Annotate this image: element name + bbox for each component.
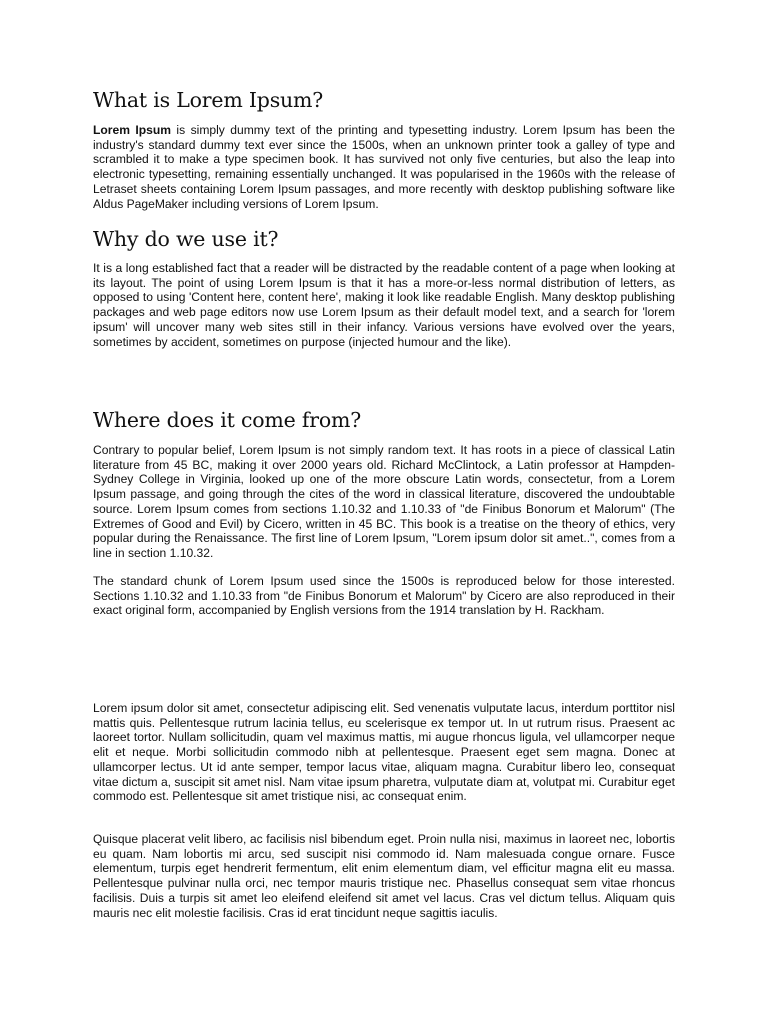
paragraph-lorem-ipsum-sample-1: Lorem ipsum dolor sit amet, consectetur adipiscing elit. Sed venenatis vulputate lacus, interdum porttitor nisl mattis quis. Pellentesque rutrum lacinia tellus, eu scelerisque ex tempor ut. In ut rutrum risus. Praesent ac laoreet tortor. Nullam sollicitudin, quam vel maximus mattis, mi augue rhoncus ligula, vel ullamcorper neque elit et neque. Morbi sollicitudin commodo nibh at pellentesque. Praesent eget sem magna. Donec at ullamcorper lectus. Ut id ante semper, tempor lacus vitae, aliquam magna. Curabitur libero leo, consequat vitae dictum a, suscipit sit amet nisl. Nam vitae ipsum pharetra, vulputate diam at, volutpat mi. Curabitur eget commodo est. Pellentesque sit amet tristique nisi, ac consequat enim. — [93, 701, 675, 804]
paragraph-what-is-lorem-ipsum — [93, 123, 675, 211]
heading-where-does-it-come-from: Where does it come from? — [93, 408, 362, 432]
heading-why-do-we-use-it: Why do we use it? — [93, 227, 279, 251]
paragraph-lorem-ipsum-sample-2: Quisque placerat velit libero, ac facilisis nisl bibendum eget. Proin nulla nisi, maximus in laoreet nec, lobortis eu quam. Nam lobortis mi arcu, sed suscipit nisi commodo id. Nam malesuada congue ornare. Fusce elementum, turpis eget hendrerit fermentum, elit enim elementum diam, vel efficitur magna elit eu massa. Pellentesque pulvinar nulla orci, nec tempor mauris tristique nec. Phasellus consequat sem vitae rhoncus facilisis. Duis a turpis sit amet leo eleifend eleifend sit amet vel lacus. Cras vel dictum tellus. Aliquam quis mauris nec elit molestie facilisis. Cras id erat tincidunt neque sagittis iaculis. — [93, 832, 675, 920]
lorem-ipsum-bold-term: Lorem Ipsum — [93, 123, 171, 137]
paragraph-why-do-we-use-it: It is a long established fact that a reader will be distracted by the readable content of a page when looking at its layout. The point of using Lorem Ipsum is that it has a more-or-less normal distribution of letters, as opposed to using 'Content here, content here', making it look like readable English. Many desktop publishing packages and web page editors now use Lorem Ipsum as their default model text, and a search for 'lorem ipsum' will uncover many web sites still in their infancy. Various versions have evolved over the years, sometimes by accident, sometimes on purpose (injected humour and the like). — [93, 261, 675, 349]
heading-what-is-lorem-ipsum: What is Lorem Ipsum? — [93, 88, 324, 112]
paragraph-standard-chunk: The standard chunk of Lorem Ipsum used since the 1500s is reproduced below for those interested. Sections 1.10.32 and 1.10.33 from "de Finibus Bonorum et Malorum" by Cicero are also reproduced in their exact original form, accompanied by English versions from the 1914 translation by H. Rackham. — [93, 574, 675, 618]
paragraph-what-is-lorem-ipsum-body: is simply dummy text of the printing and typesetting industry. Lorem Ipsum has been the industry's standard dummy text ever since the 1500s, when an unknown printer took a galley of type and scrambled it to make a type specimen book. It has survived not only five centuries, but also the leap into electronic typesetting, remaining essentially unchanged. It was popularised in the 1960s with the release of Letraset sheets containing Lorem Ipsum passages, and more recently with desktop publishing software like Aldus PageMaker including versions of Lorem Ipsum. — [93, 123, 675, 211]
paragraph-where-does-it-come-from: Contrary to popular belief, Lorem Ipsum is not simply random text. It has roots in a piece of classical Latin literature from 45 BC, making it over 2000 years old. Richard McClintock, a Latin professor at Hampden-Sydney College in Virginia, looked up one of the more obscure Latin words, consectetur, from a Lorem Ipsum passage, and going through the cites of the word in classical literature, discovered the undoubtable source. Lorem Ipsum comes from sections 1.10.32 and 1.10.33 of "de Finibus Bonorum et Malorum" (The Extremes of Good and Evil) by Cicero, written in 45 BC. This book is a treatise on the theory of ethics, very popular during the Renaissance. The first line of Lorem Ipsum, "Lorem ipsum dolor sit amet..", comes from a line in section 1.10.32. — [93, 443, 675, 560]
